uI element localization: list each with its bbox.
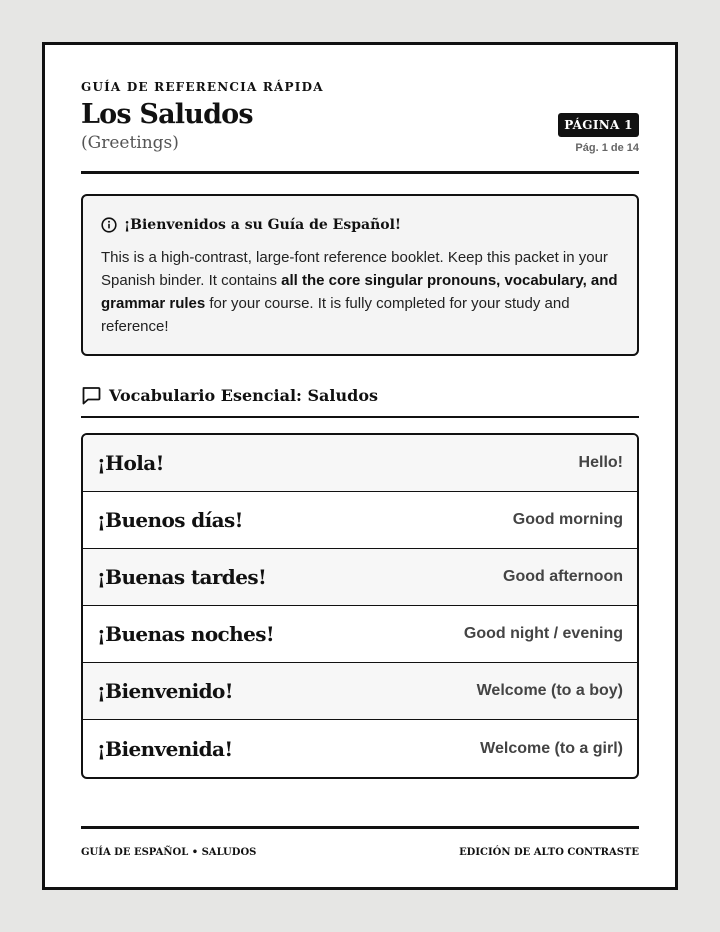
vocab-spanish: ¡Buenas tardes! xyxy=(97,565,267,589)
header-divider xyxy=(81,171,639,174)
info-text-part1: This is a high-contrast, large-font reference booklet. Keep this packet in your Spanish binder. It contains xyxy=(101,249,608,289)
vocab-spanish: ¡Buenas noches! xyxy=(97,622,275,646)
vocab-english: Welcome (to a girl) xyxy=(480,739,623,757)
booklet-page xyxy=(42,42,678,890)
vocab-english: Welcome (to a boy) xyxy=(476,682,623,699)
table-row xyxy=(83,663,637,720)
footer-left-label: GUÍA DE ESPAÑOL • SALUDOS xyxy=(81,847,257,858)
vocab-spanish: ¡Bienvenida! xyxy=(97,736,233,761)
page-count: Pág. 1 de 14 xyxy=(575,142,639,154)
info-text-part2: for your course. It is fully completed for your study and reference! xyxy=(101,295,570,335)
page-title: Los Saludos xyxy=(81,99,253,130)
vocab-spanish: ¡Buenos días! xyxy=(97,508,243,532)
section-divider xyxy=(81,416,639,418)
vocab-table xyxy=(81,433,639,779)
table-row xyxy=(83,549,637,606)
page-badge: PÁGINA 1 xyxy=(558,113,639,137)
speech-bubble-icon xyxy=(81,386,109,405)
table-row xyxy=(83,435,637,492)
info-circle-icon xyxy=(101,217,124,233)
info-text-bold: all the core singular pronouns, vocabulary, and grammar rules xyxy=(101,272,618,312)
info-callout-title xyxy=(101,217,401,233)
table-row xyxy=(83,720,637,777)
vocab-english: Good morning xyxy=(512,511,623,528)
vocab-english: Hello! xyxy=(578,454,623,471)
info-callout xyxy=(81,194,639,356)
table-row xyxy=(83,606,637,663)
eyebrow-label: GUÍA DE REFERENCIA RÁPIDA xyxy=(81,80,324,94)
vocab-section-heading xyxy=(81,386,378,405)
vocab-english: Good afternoon xyxy=(503,568,623,585)
vocab-spanish: ¡Bienvenido! xyxy=(97,679,233,703)
page-subtitle: (Greetings) xyxy=(81,133,179,153)
section-title: Vocabulario Esencial: Saludos xyxy=(109,386,378,405)
vocab-english: Good night / evening xyxy=(463,625,623,642)
info-callout-body xyxy=(101,246,621,338)
footer-right-label: EDICIÓN DE ALTO CONTRASTE xyxy=(459,847,639,858)
table-row xyxy=(83,492,637,549)
footer-divider xyxy=(81,826,639,829)
info-title-text: ¡Bienvenidos a su Guía de Español! xyxy=(124,217,402,233)
vocab-spanish: ¡Hola! xyxy=(97,451,164,475)
